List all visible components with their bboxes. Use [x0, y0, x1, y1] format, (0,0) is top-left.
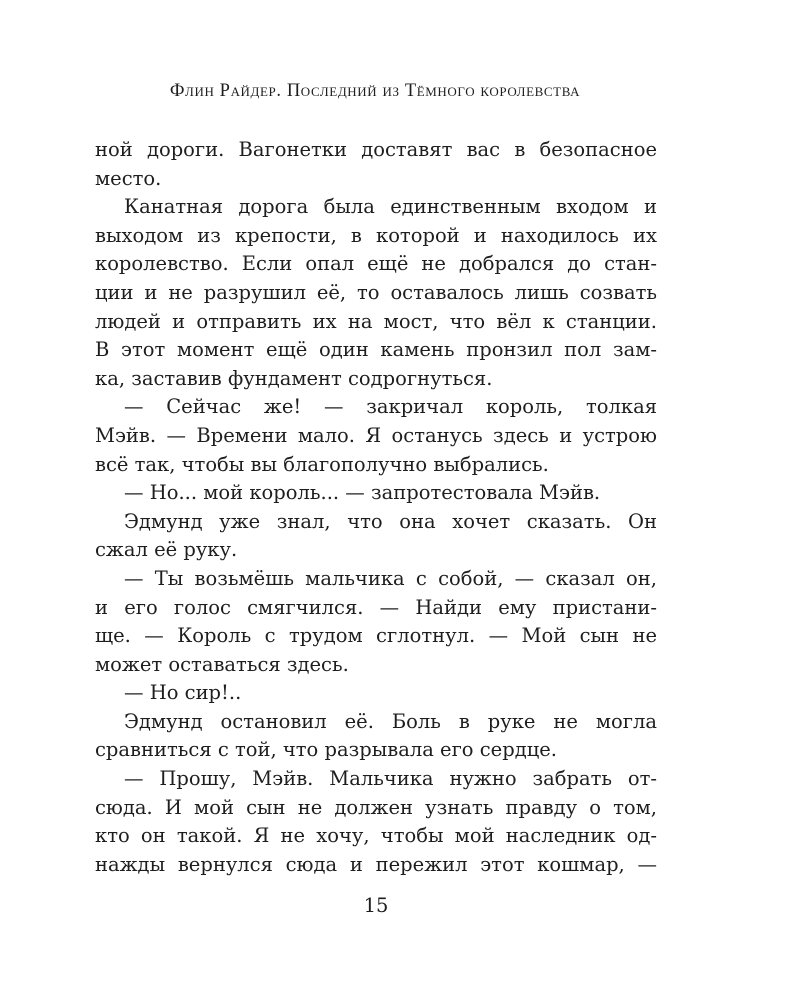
- text-line: ции и не разрушил её, то оставалось лишь созвать: [95, 280, 657, 304]
- text-line: ной дороги. Вагонетки доставят вас в безопасное: [95, 138, 657, 161]
- text-line: кто он такой. Я не хочу, чтобы мой наследник од-: [95, 824, 657, 848]
- text-line: Канатная дорога была единственным входом и: [124, 195, 657, 219]
- text-line: сравниться с той, что разрывала его сердце.: [95, 738, 557, 762]
- text-line: — Прошу, Мэйв. Мальчика нужно забрать от-: [124, 767, 657, 791]
- text-line: может оставаться здесь.: [95, 652, 349, 676]
- text-line: В этот момент ещё один камень пронзил пол зам-: [95, 338, 657, 362]
- text-line: — Но сир!..: [124, 681, 242, 705]
- text-line: Мэйв. — Времени мало. Я останусь здесь и устрою: [95, 423, 657, 447]
- text-line: выходом из крепости, в которой и находилось их: [95, 223, 657, 247]
- text-line: королевство. Если опал ещё не добрался до стан-: [95, 252, 657, 276]
- text-line: — Но... мой король... — запротестовала Мэйв.: [124, 481, 601, 505]
- text-line: сюда. И мой сын не должен узнать правду о том,: [95, 795, 657, 819]
- text-line: людей и отправить их на мост, что вёл к станции.: [95, 309, 657, 333]
- text-line: ще. — Король с трудом сглотнул. — Мой сын не: [95, 624, 657, 648]
- running-head: Флин Райдер. Последний из Тёмного королевства: [169, 81, 581, 101]
- text-line: — Ты возьмёшь мальчика с собой, — сказал он,: [124, 566, 657, 590]
- text-line: — Сейчас же! — закричал король, толкая: [124, 395, 657, 419]
- text-line: нажды вернулся сюда и пережил этот кошмар, —: [95, 852, 657, 876]
- body-text: [95, 136, 657, 879]
- page-number: 15: [363, 894, 389, 917]
- text-line: всё так, чтобы вы благополучно выбрались.: [95, 452, 549, 476]
- text-line: Эдмунд уже знал, что она хочет сказать. Он: [124, 509, 657, 533]
- text-line: место.: [95, 166, 162, 190]
- text-line: ка, заставив фундамент содрогнуться.: [95, 366, 493, 390]
- text-line: и его голос смягчился. — Найди ему пристани-: [95, 595, 657, 619]
- text-line: Эдмунд остановил её. Боль в руке не могла: [124, 709, 657, 733]
- text-line: сжал её руку.: [95, 538, 238, 562]
